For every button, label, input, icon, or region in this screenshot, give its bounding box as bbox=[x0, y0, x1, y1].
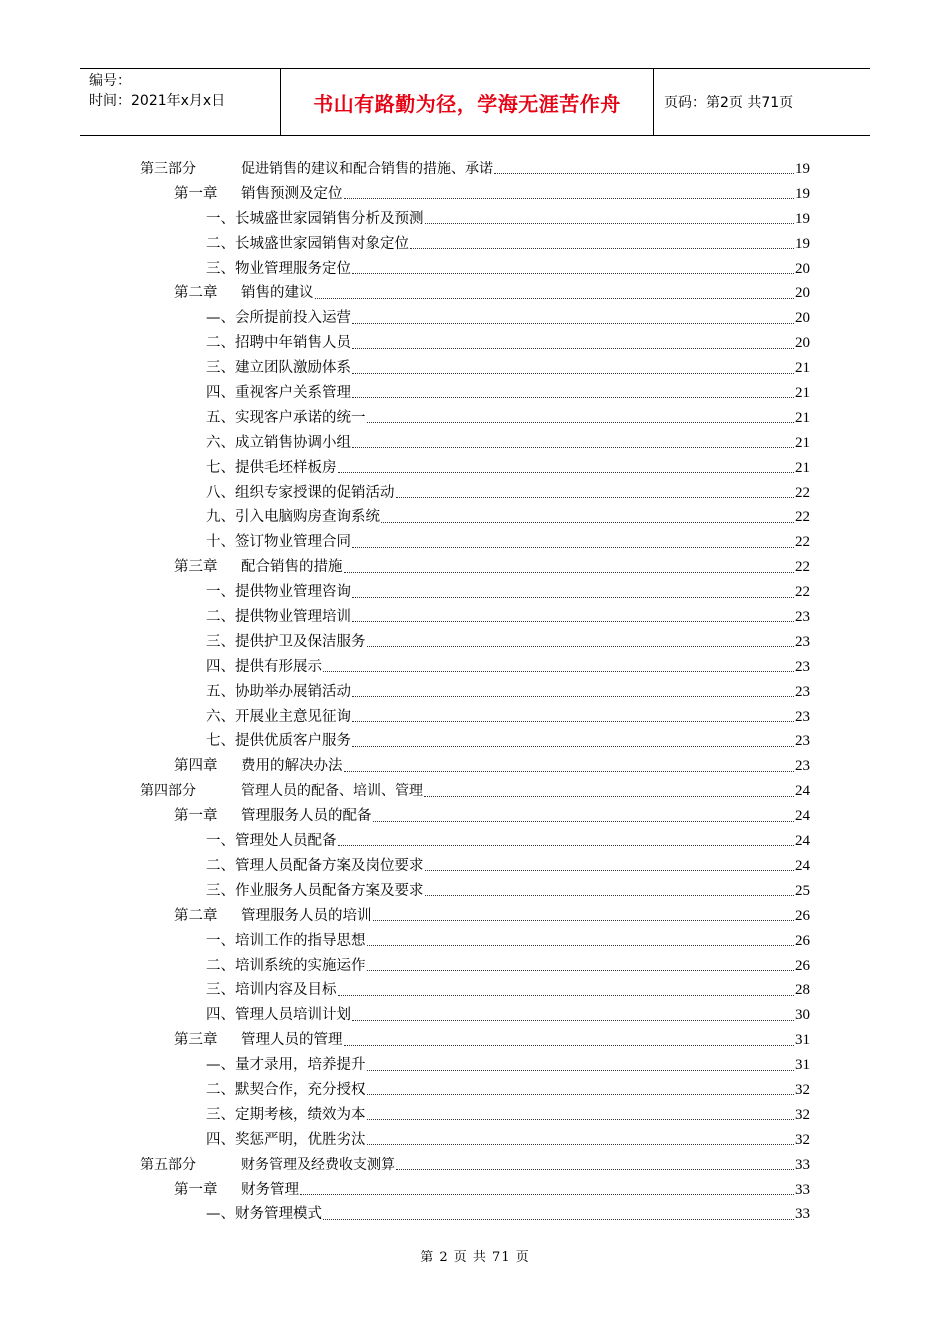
toc-entry[interactable] bbox=[140, 705, 810, 730]
toc-entry-title: 四、提供有形展示 bbox=[206, 658, 322, 675]
toc-entry-page: 22 bbox=[795, 584, 810, 601]
toc-entry-page: 24 bbox=[795, 783, 810, 800]
toc-entry-prefix: 第一章 bbox=[174, 808, 218, 825]
toc-entry[interactable] bbox=[140, 281, 810, 306]
toc-entry-page: 19 bbox=[795, 185, 810, 202]
toc-entry-page: 21 bbox=[795, 434, 810, 451]
header-motto: 书山有路勤为径，学海无涯苦作舟 bbox=[281, 69, 654, 135]
toc-entry-text bbox=[206, 1128, 366, 1153]
toc-entry-text bbox=[206, 854, 424, 879]
toc-entry-text bbox=[206, 1202, 322, 1227]
toc-entry[interactable] bbox=[140, 954, 810, 979]
toc-entry-prefix: 第一章 bbox=[174, 185, 218, 202]
toc-entry-title: 三、培训内容及目标 bbox=[206, 982, 337, 999]
toc-entry-title: 四、奖惩严明，优胜劣汰 bbox=[206, 1131, 366, 1148]
toc-entry-text bbox=[206, 655, 322, 680]
toc-entry[interactable] bbox=[140, 680, 810, 705]
toc-entry[interactable] bbox=[140, 1178, 810, 1203]
toc-entry-title: 十、签订物业管理合同 bbox=[206, 534, 351, 551]
toc-entry-text bbox=[206, 630, 366, 655]
toc-entry[interactable] bbox=[140, 530, 810, 555]
toc-entry-text bbox=[174, 804, 372, 829]
toc-entry-page: 23 bbox=[795, 658, 810, 675]
toc-entry-text bbox=[206, 829, 337, 854]
toc-entry[interactable] bbox=[140, 1028, 810, 1053]
toc-dot-leader bbox=[352, 363, 794, 375]
toc-entry[interactable] bbox=[140, 580, 810, 605]
toc-entry[interactable] bbox=[140, 804, 810, 829]
toc-entry-title: 二、招聘中年销售人员 bbox=[206, 335, 351, 352]
toc-entry-text bbox=[206, 580, 351, 605]
toc-entry-title: 六、开展业主意见征询 bbox=[206, 708, 351, 725]
toc-entry[interactable] bbox=[140, 481, 810, 506]
toc-entry-title: 管理人员的配备、培训、管理 bbox=[241, 783, 423, 800]
toc-entry[interactable] bbox=[140, 879, 810, 904]
toc-entry-page: 33 bbox=[795, 1156, 810, 1173]
toc-entry-page: 23 bbox=[795, 633, 810, 650]
toc-entry-title: 三、提供护卫及保洁服务 bbox=[206, 633, 366, 650]
toc-entry[interactable] bbox=[140, 655, 810, 680]
toc-entry-prefix: 第二章 bbox=[174, 285, 218, 302]
toc-entry-text bbox=[206, 879, 424, 904]
toc-entry-page: 20 bbox=[795, 310, 810, 327]
toc-entry-text bbox=[206, 929, 366, 954]
toc-entry-page: 22 bbox=[795, 484, 810, 501]
toc-entry-text bbox=[206, 530, 351, 555]
toc-entry[interactable] bbox=[140, 555, 810, 580]
toc-entry-text bbox=[140, 779, 423, 804]
toc-dot-leader bbox=[315, 288, 795, 300]
toc-entry-text bbox=[206, 331, 351, 356]
toc-entry[interactable] bbox=[140, 854, 810, 879]
toc-entry-page: 20 bbox=[795, 285, 810, 302]
toc-dot-leader bbox=[352, 1010, 794, 1022]
toc-entry-text bbox=[206, 1078, 366, 1103]
toc-entry-page: 23 bbox=[795, 609, 810, 626]
toc-dot-leader bbox=[352, 387, 794, 399]
toc-dot-leader bbox=[323, 1209, 794, 1221]
toc-dot-leader bbox=[352, 711, 794, 723]
toc-entry[interactable] bbox=[140, 929, 810, 954]
toc-entry[interactable] bbox=[140, 381, 810, 406]
toc-entry[interactable] bbox=[140, 1003, 810, 1028]
toc-entry[interactable] bbox=[140, 1202, 810, 1227]
toc-entry-text bbox=[206, 1053, 366, 1078]
toc-dot-leader bbox=[424, 786, 794, 798]
toc-entry-page: 22 bbox=[795, 509, 810, 526]
toc-entry[interactable] bbox=[140, 605, 810, 630]
toc-entry-page: 19 bbox=[795, 210, 810, 227]
toc-entry[interactable] bbox=[140, 356, 810, 381]
toc-entry-text bbox=[206, 406, 366, 431]
toc-dot-leader bbox=[352, 437, 794, 449]
toc-dot-leader bbox=[338, 835, 795, 847]
toc-entry-prefix: 第三部分 bbox=[140, 161, 196, 177]
toc-entry-page: 31 bbox=[795, 1032, 810, 1049]
toc-entry-text bbox=[206, 705, 351, 730]
toc-entry-page: 24 bbox=[795, 857, 810, 874]
toc-entry[interactable] bbox=[140, 1053, 810, 1078]
toc-entry-prefix: 第一章 bbox=[174, 1181, 218, 1198]
toc-dot-leader bbox=[300, 1184, 794, 1196]
toc-dot-leader bbox=[410, 238, 794, 250]
toc-entry-page: 21 bbox=[795, 409, 810, 426]
toc-dot-leader bbox=[352, 263, 794, 275]
toc-dot-leader bbox=[352, 338, 794, 350]
toc-dot-leader bbox=[352, 313, 794, 325]
toc-entry-title: 二、长城盛世家园销售对象定位 bbox=[206, 235, 409, 252]
toc-entry-title: 管理服务人员的配备 bbox=[241, 808, 372, 825]
toc-entry-text bbox=[206, 954, 366, 979]
toc-entry[interactable] bbox=[140, 232, 810, 257]
toc-dot-leader bbox=[338, 985, 795, 997]
toc-entry-title: 六、成立销售协调小组 bbox=[206, 434, 351, 451]
toc-entry[interactable] bbox=[140, 331, 810, 356]
toc-dot-leader bbox=[367, 1084, 795, 1096]
toc-entry-text bbox=[174, 182, 343, 207]
toc-entry-page: 23 bbox=[795, 708, 810, 725]
toc-entry-page: 25 bbox=[795, 882, 810, 899]
toc-dot-leader bbox=[344, 562, 795, 574]
toc-dot-leader bbox=[352, 587, 794, 599]
toc-entry-title: 一、管理处人员配备 bbox=[206, 833, 337, 850]
toc-entry-title: —、会所提前投入运营 bbox=[206, 310, 351, 327]
code-label: 编号： bbox=[89, 73, 131, 89]
toc-entry[interactable] bbox=[140, 829, 810, 854]
toc-entry-text bbox=[206, 978, 337, 1003]
toc-entry-text bbox=[206, 481, 395, 506]
toc-entry[interactable] bbox=[140, 157, 810, 182]
header-page-info: 页码：第2页 共71页 bbox=[664, 95, 794, 111]
toc-entry-text bbox=[206, 381, 351, 406]
toc-entry[interactable] bbox=[140, 904, 810, 929]
toc-entry-text bbox=[206, 1103, 366, 1128]
toc-dot-leader bbox=[396, 487, 795, 499]
toc-entry-page: 26 bbox=[795, 932, 810, 949]
toc-entry-prefix: 第四章 bbox=[174, 758, 218, 775]
toc-entry-text bbox=[206, 729, 351, 754]
toc-dot-leader bbox=[367, 1134, 795, 1146]
toc-dot-leader bbox=[344, 188, 795, 200]
toc-entry-title: 五、协助举办展销活动 bbox=[206, 683, 351, 700]
toc-entry-page: 24 bbox=[795, 808, 810, 825]
header-left-cell bbox=[80, 69, 281, 135]
toc-entry[interactable] bbox=[140, 754, 810, 779]
toc-dot-leader bbox=[425, 860, 795, 872]
table-of-contents bbox=[140, 157, 810, 1227]
toc-entry-page: 22 bbox=[795, 559, 810, 576]
toc-entry-page: 19 bbox=[795, 235, 810, 252]
toc-entry-page: 21 bbox=[795, 459, 810, 476]
toc-entry-title: 一、提供物业管理咨询 bbox=[206, 584, 351, 601]
page-footer: 第 2 页 共 71 页 bbox=[420, 1250, 530, 1265]
toc-dot-leader bbox=[352, 611, 794, 623]
toc-entry-title: 一、培训工作的指导思想 bbox=[206, 932, 366, 949]
toc-entry-page: 28 bbox=[795, 982, 810, 999]
toc-entry-title: 四、管理人员培训计划 bbox=[206, 1007, 351, 1024]
toc-dot-leader bbox=[367, 960, 795, 972]
toc-entry-text bbox=[206, 1003, 351, 1028]
toc-dot-leader bbox=[344, 761, 795, 773]
toc-entry-title: 七、提供优质客户服务 bbox=[206, 733, 351, 750]
toc-dot-leader bbox=[352, 736, 794, 748]
toc-entry-title: 销售的建议 bbox=[241, 285, 314, 302]
toc-entry[interactable] bbox=[140, 182, 810, 207]
toc-entry[interactable] bbox=[140, 456, 810, 481]
toc-entry[interactable] bbox=[140, 257, 810, 282]
toc-entry-title: 三、作业服务人员配备方案及要求 bbox=[206, 882, 424, 899]
toc-entry-title: 二、提供物业管理培训 bbox=[206, 609, 351, 626]
toc-entry-title: 三、建立团队激励体系 bbox=[206, 360, 351, 377]
toc-entry-text bbox=[174, 281, 314, 306]
toc-entry-page: 23 bbox=[795, 683, 810, 700]
toc-entry-text bbox=[206, 356, 351, 381]
toc-entry-title: 促进销售的建议和配合销售的措施、承诺 bbox=[241, 161, 493, 177]
toc-entry-title: 八、组织专家授课的促销活动 bbox=[206, 484, 395, 501]
toc-entry-page: 20 bbox=[795, 335, 810, 352]
toc-entry-page: 22 bbox=[795, 534, 810, 551]
toc-dot-leader bbox=[381, 512, 794, 524]
toc-entry-page: 32 bbox=[795, 1106, 810, 1123]
toc-entry[interactable] bbox=[140, 431, 810, 456]
toc-entry-page: 23 bbox=[795, 733, 810, 750]
page-header bbox=[80, 68, 870, 136]
toc-entry-text bbox=[206, 257, 351, 282]
toc-dot-leader bbox=[338, 462, 795, 474]
toc-entry-text bbox=[174, 1178, 299, 1203]
toc-entry-title: 七、提供毛坯样板房 bbox=[206, 459, 337, 476]
toc-dot-leader bbox=[352, 537, 794, 549]
toc-entry-prefix: 第三章 bbox=[174, 1032, 218, 1049]
toc-entry-prefix: 第五部分 bbox=[140, 1156, 196, 1173]
toc-entry-text bbox=[206, 456, 337, 481]
toc-entry-page: 32 bbox=[795, 1081, 810, 1098]
toc-entry-page: 19 bbox=[795, 161, 810, 177]
toc-entry-page: 26 bbox=[795, 957, 810, 974]
toc-entry-text bbox=[140, 157, 493, 182]
toc-entry-title: 销售预测及定位 bbox=[241, 185, 343, 202]
toc-entry-text bbox=[206, 306, 351, 331]
toc-entry-text bbox=[174, 1028, 343, 1053]
toc-dot-leader bbox=[344, 1035, 795, 1047]
toc-dot-leader bbox=[367, 412, 795, 424]
toc-entry-text bbox=[206, 207, 424, 232]
toc-entry-page: 21 bbox=[795, 360, 810, 377]
toc-entry-text bbox=[206, 232, 409, 257]
toc-entry-title: 二、管理人员配备方案及岗位要求 bbox=[206, 857, 424, 874]
toc-entry-page: 30 bbox=[795, 1007, 810, 1024]
toc-dot-leader bbox=[367, 1060, 795, 1072]
toc-dot-leader bbox=[352, 686, 794, 698]
toc-entry-text bbox=[206, 505, 380, 530]
toc-dot-leader bbox=[373, 910, 795, 922]
toc-entry-title: 费用的解决办法 bbox=[241, 758, 343, 775]
toc-entry-title: 管理人员的管理 bbox=[241, 1032, 343, 1049]
toc-entry-title: —、量才录用，培养提升 bbox=[206, 1057, 366, 1074]
toc-dot-leader bbox=[367, 1109, 795, 1121]
toc-entry[interactable] bbox=[140, 729, 810, 754]
toc-entry-text bbox=[174, 904, 372, 929]
toc-entry-title: —、财务管理模式 bbox=[206, 1206, 322, 1223]
toc-entry-text bbox=[174, 754, 343, 779]
toc-entry-prefix: 第三章 bbox=[174, 559, 218, 576]
toc-dot-leader bbox=[323, 661, 794, 673]
toc-entry-page: 31 bbox=[795, 1057, 810, 1074]
toc-entry-title: 配合销售的措施 bbox=[241, 559, 343, 576]
toc-entry-prefix: 第四部分 bbox=[140, 783, 196, 800]
toc-entry-page: 32 bbox=[795, 1131, 810, 1148]
time-label: 时间：2021年x月x日 bbox=[89, 93, 226, 109]
toc-dot-leader bbox=[367, 636, 795, 648]
toc-entry-title: 四、重视客户关系管理 bbox=[206, 385, 351, 402]
toc-entry-text bbox=[206, 431, 351, 456]
toc-entry-title: 三、物业管理服务定位 bbox=[206, 260, 351, 277]
toc-dot-leader bbox=[367, 935, 795, 947]
toc-entry[interactable] bbox=[140, 406, 810, 431]
toc-entry[interactable] bbox=[140, 630, 810, 655]
toc-entry-title: 五、实现客户承诺的统一 bbox=[206, 409, 366, 426]
toc-entry-title: 三、定期考核，绩效为本 bbox=[206, 1106, 366, 1123]
toc-entry-page: 26 bbox=[795, 907, 810, 924]
toc-dot-leader bbox=[425, 885, 795, 897]
toc-entry-page: 23 bbox=[795, 758, 810, 775]
toc-entry-text bbox=[140, 1153, 395, 1178]
toc-entry[interactable] bbox=[140, 505, 810, 530]
toc-entry[interactable] bbox=[140, 779, 810, 804]
toc-entry-title: 财务管理 bbox=[241, 1181, 299, 1198]
toc-entry-title: 财务管理及经费收支测算 bbox=[241, 1156, 395, 1173]
toc-entry-title: 九、引入电脑购房查询系统 bbox=[206, 509, 380, 526]
toc-entry-title: 二、默契合作，充分授权 bbox=[206, 1081, 366, 1098]
toc-entry[interactable] bbox=[140, 1103, 810, 1128]
toc-entry-prefix: 第二章 bbox=[174, 907, 218, 924]
toc-entry[interactable] bbox=[140, 1153, 810, 1178]
toc-entry-page: 20 bbox=[795, 260, 810, 277]
toc-dot-leader bbox=[373, 811, 795, 823]
toc-entry-page: 33 bbox=[795, 1181, 810, 1198]
toc-entry[interactable] bbox=[140, 306, 810, 331]
toc-entry-page: 24 bbox=[795, 833, 810, 850]
toc-dot-leader bbox=[425, 213, 795, 225]
toc-entry[interactable] bbox=[140, 1128, 810, 1153]
toc-entry[interactable] bbox=[140, 1078, 810, 1103]
toc-dot-leader bbox=[494, 163, 794, 175]
toc-entry-page: 21 bbox=[795, 385, 810, 402]
toc-dot-leader bbox=[396, 1159, 794, 1171]
toc-entry-title: 一、长城盛世家园销售分析及预测 bbox=[206, 210, 424, 227]
toc-entry-text bbox=[206, 680, 351, 705]
toc-entry[interactable] bbox=[140, 978, 810, 1003]
toc-entry-title: 二、培训系统的实施运作 bbox=[206, 957, 366, 974]
toc-entry-title: 管理服务人员的培训 bbox=[241, 907, 372, 924]
toc-entry-text bbox=[206, 605, 351, 630]
toc-entry-text bbox=[174, 555, 343, 580]
toc-entry[interactable] bbox=[140, 207, 810, 232]
toc-entry-page: 33 bbox=[795, 1206, 810, 1223]
